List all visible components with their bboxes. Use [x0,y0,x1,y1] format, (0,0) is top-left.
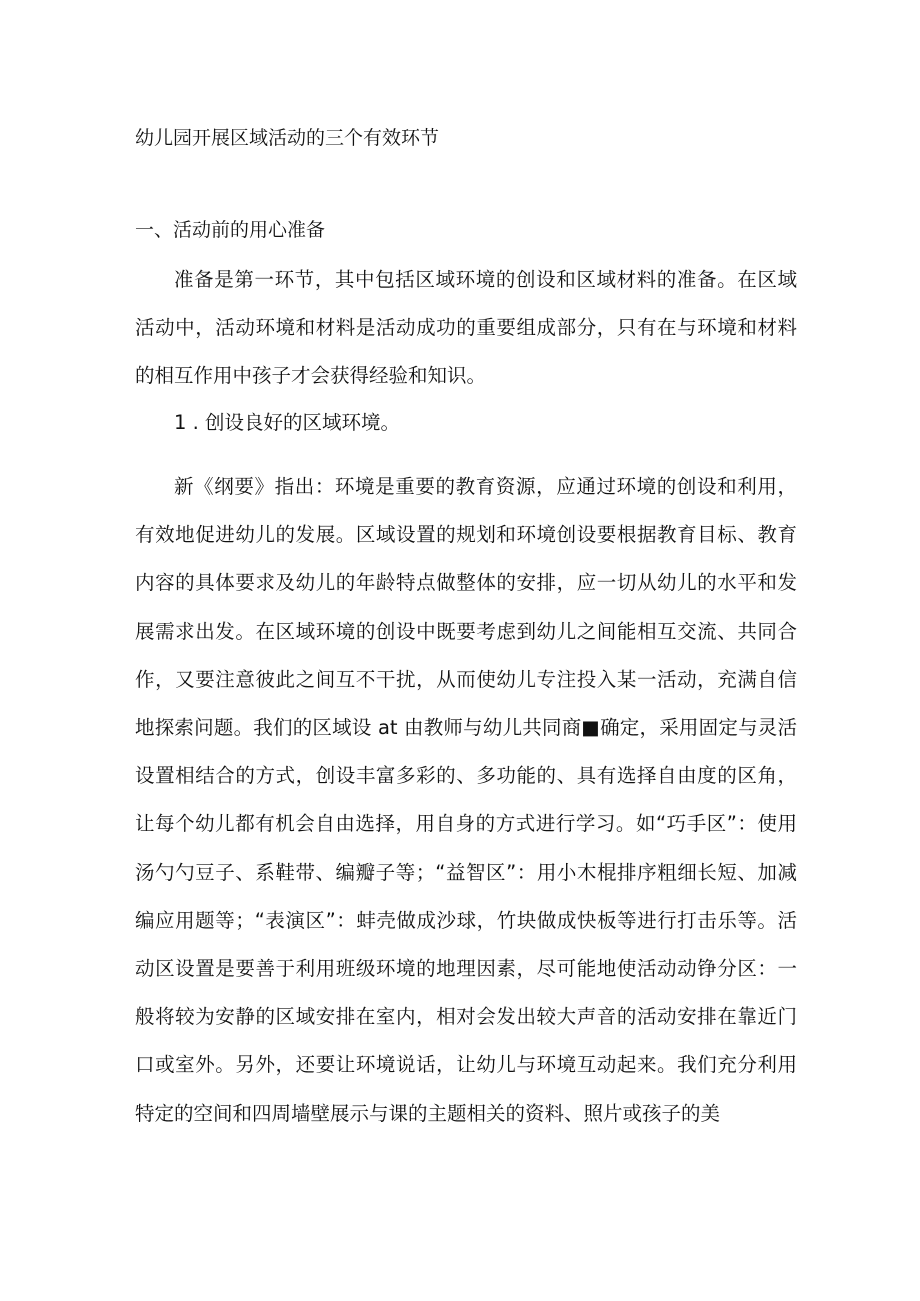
paragraph: 准备是第一环节，其中包括区域环境的创设和区域材料的准备。在区域活动中，活动环境和材料是活动成功的重要组成部分，只有在与环境和材料的相互作用中孩子才会获得经验和知识。 [135,268,797,388]
section-heading: 一、活动前的用心准备 [135,219,326,241]
subsection-heading: 1 . 创设良好的区域环境。 [174,411,401,434]
paragraph: 新《纲要》指出：环境是重要的教育资源，应通过环境的创设和利用，有效地促进幼儿的发展。区域设置的规划和环境创设要根据教育目标、教育内容的具体要求及幼儿的年龄特点做整体的安排，应一切从幼儿的水平和发展需求出发。在区域环境的创设中既要考虑到幼儿之间能相互交流、共同合作，又要注意彼此之间互不干扰，从而使幼儿专注投入某一活动，充满自信地探索问题。我们的区域设 at 由教师与幼儿共同商■确定，采用固定与灵活设置相结合的方式，创设丰富多彩的、多功能的、具有选择自由度的区角，让每个幼儿都有机会自由选择，用自身的方式进行学习。如“巧手区”：使用汤勺勺豆子、系鞋带、编瓣子等；“益智区”：用小木棍排序粗细长短、加减编应用题等；“表演区”：蚌壳做成沙球，竹块做成快板等进行打击乐等。活动区设置是要善于利用班级环境的地理因素，尽可能地使活动动铮分区：一般将较为安静的区域安排在室内，相对会发出较大声音的活动安排在靠近门口或室外。另外，还要让环境说话，让幼儿与环境互动起来。我们充分利用特定的空间和四周墙壁展示与课的主题相关的资料、照片或孩子的美 [135,475,797,1125]
document-title: 幼儿园开展区域活动的三个有效环节 [135,127,440,149]
